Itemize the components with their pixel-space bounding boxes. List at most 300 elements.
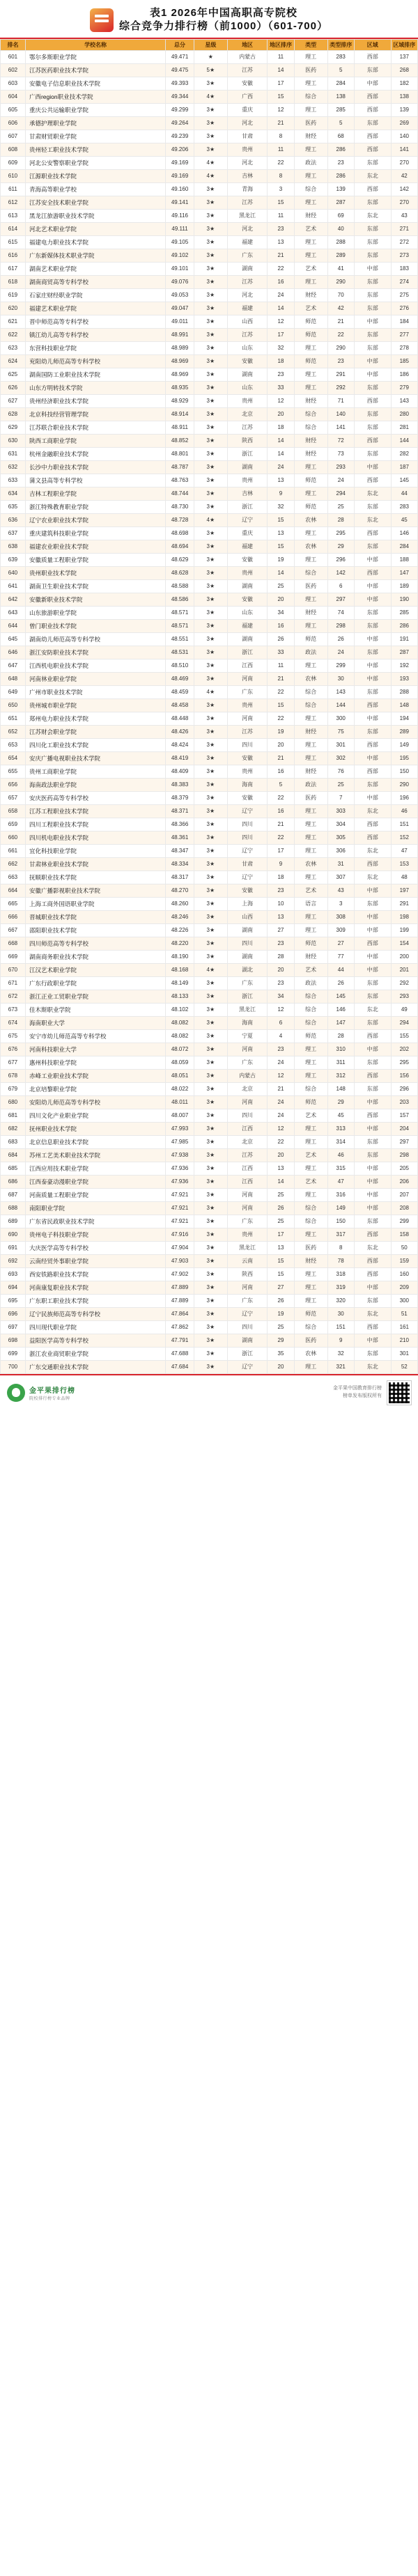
table-row (1, 579, 418, 593)
cell-region: 河北 (227, 156, 268, 169)
cell-zone-rank: 297 (391, 1135, 417, 1148)
cell-region-rank: 13 (268, 1241, 294, 1254)
cell-region: 江苏 (227, 1148, 268, 1162)
cell-region-rank: 14 (268, 63, 294, 77)
cell-star: 3★ (194, 990, 227, 1003)
cell-type: 理工 (294, 143, 327, 156)
cell-score: 47.921 (166, 1215, 194, 1228)
cell-rank: 663 (1, 871, 26, 884)
cell-zone: 东部 (354, 407, 391, 421)
cell-region: 广东 (227, 1294, 268, 1307)
cell-school-name: 吉林工程职业学院 (25, 487, 165, 500)
cell-school-name: 安徽电子信息职业技术学院 (25, 77, 165, 90)
table-row (1, 407, 418, 421)
cell-score: 48.698 (166, 526, 194, 540)
table-row (1, 751, 418, 765)
cell-type: 理工 (294, 1228, 327, 1241)
cell-score: 47.985 (166, 1135, 194, 1148)
cell-region-rank: 27 (268, 923, 294, 937)
cell-school-name: 四川师范高等专科学校 (25, 937, 165, 950)
cell-score: 48.383 (166, 778, 194, 791)
cell-zone: 中部 (354, 579, 391, 593)
cell-score: 48.991 (166, 328, 194, 341)
cell-region-rank: 6 (268, 1016, 294, 1029)
cell-rank: 616 (1, 249, 26, 262)
cell-rank: 673 (1, 1003, 26, 1016)
cell-star: 3★ (194, 804, 227, 818)
cell-score: 49.206 (166, 143, 194, 156)
cell-star: 3★ (194, 1135, 227, 1148)
cell-rank: 629 (1, 421, 26, 434)
cell-type-rank: 25 (327, 778, 354, 791)
cell-zone: 东部 (354, 288, 391, 302)
cell-type-rank: 9 (327, 1334, 354, 1347)
cell-region-rank: 12 (268, 315, 294, 328)
cell-type-rank: 28 (327, 1029, 354, 1043)
cell-zone: 中部 (354, 460, 391, 474)
cell-type: 理工 (294, 844, 327, 857)
cell-type: 艺术 (294, 222, 327, 235)
cell-score: 48.469 (166, 672, 194, 685)
cell-type-rank: 29 (327, 1095, 354, 1109)
cell-type-rank: 29 (327, 540, 354, 553)
table-row (1, 130, 418, 143)
cell-score: 49.299 (166, 103, 194, 116)
cell-type-rank: 316 (327, 1188, 354, 1201)
cell-score: 48.728 (166, 513, 194, 526)
table-row (1, 354, 418, 368)
cell-region: 河北 (227, 222, 268, 235)
cell-school-name: 重庆公共运输职业学院 (25, 103, 165, 116)
cell-rank: 634 (1, 487, 26, 500)
cell-type: 综合 (294, 1003, 327, 1016)
cell-region: 江西 (227, 659, 268, 672)
cell-rank: 623 (1, 341, 26, 354)
cell-type: 综合 (294, 685, 327, 698)
cell-score: 49.264 (166, 116, 194, 130)
table-row (1, 434, 418, 447)
cell-school-name: 甘肃林业职业技术学院 (25, 857, 165, 871)
cell-school-name: 江苏工程职业技术学院 (25, 804, 165, 818)
cell-school-name: 江西机电职业技术学院 (25, 659, 165, 672)
cell-region: 福建 (227, 302, 268, 315)
cell-region-rank: 14 (268, 566, 294, 579)
cell-type-rank: 300 (327, 712, 354, 725)
cell-region: 黑龙江 (227, 1241, 268, 1254)
cell-zone-rank: 283 (391, 500, 417, 513)
cell-type: 综合 (294, 421, 327, 434)
cell-star: 3★ (194, 844, 227, 857)
page-title (119, 7, 328, 33)
cell-type: 医药 (294, 116, 327, 130)
cell-zone-rank: 195 (391, 751, 417, 765)
cell-school-name: 河南林业职业学院 (25, 672, 165, 685)
cell-score: 47.921 (166, 1188, 194, 1201)
cell-type-rank: 297 (327, 593, 354, 606)
cell-zone: 中部 (354, 659, 391, 672)
cell-type-rank: 6 (327, 579, 354, 593)
cell-region: 河南 (227, 1095, 268, 1109)
cell-region: 河南 (227, 1281, 268, 1294)
cell-type: 理工 (294, 619, 327, 632)
table-row (1, 526, 418, 540)
cell-zone: 西部 (354, 434, 391, 447)
cell-rank: 690 (1, 1228, 26, 1241)
cell-region-rank: 25 (268, 1320, 294, 1334)
cell-zone: 东北 (354, 1003, 391, 1016)
cell-school-name: 惠州科技职业学院 (25, 1056, 165, 1069)
cell-type: 医药 (294, 63, 327, 77)
table-row (1, 182, 418, 196)
cell-star: 3★ (194, 487, 227, 500)
cell-zone-rank: 300 (391, 1294, 417, 1307)
cell-region-rank: 23 (268, 937, 294, 950)
table-row (1, 460, 418, 474)
cell-zone-rank: 139 (391, 103, 417, 116)
cell-star: 3★ (194, 77, 227, 90)
cell-zone: 西部 (354, 130, 391, 143)
cell-type-rank: 289 (327, 249, 354, 262)
cell-zone: 西部 (354, 50, 391, 63)
cell-type-rank: 75 (327, 725, 354, 738)
cell-type-rank: 74 (327, 606, 354, 619)
cell-score: 48.571 (166, 606, 194, 619)
cell-zone: 西部 (354, 1069, 391, 1082)
table-row (1, 50, 418, 63)
table-row (1, 619, 418, 632)
table-row (1, 1082, 418, 1095)
cell-type: 艺术 (294, 963, 327, 976)
cell-type: 农林 (294, 1347, 327, 1360)
cell-rank: 642 (1, 593, 26, 606)
cell-score: 47.889 (166, 1294, 194, 1307)
cell-score: 48.763 (166, 474, 194, 487)
cell-score: 49.011 (166, 315, 194, 328)
cell-region-rank: 3 (268, 182, 294, 196)
cell-star: 3★ (194, 103, 227, 116)
cell-score: 48.911 (166, 421, 194, 434)
cell-rank: 659 (1, 818, 26, 831)
cell-rank: 646 (1, 646, 26, 659)
cell-region-rank: 19 (268, 1307, 294, 1320)
cell-type-rank: 310 (327, 1043, 354, 1056)
cell-zone-rank: 51 (391, 1307, 417, 1320)
cell-type-rank: 68 (327, 130, 354, 143)
cell-rank: 617 (1, 262, 26, 275)
cell-rank: 644 (1, 619, 26, 632)
cell-region: 安徽 (227, 791, 268, 804)
cell-type-rank: 284 (327, 77, 354, 90)
cell-school-name: 江西应用技术职业学院 (25, 1162, 165, 1175)
col-header-type: 类型 (294, 39, 327, 50)
cell-zone-rank: 202 (391, 1043, 417, 1056)
col-header-zone-rank: 区域排序 (391, 39, 417, 50)
table-row (1, 897, 418, 910)
cell-school-name: 益阳医学高等专科学校 (25, 1334, 165, 1347)
cell-region-rank: 16 (268, 804, 294, 818)
cell-type-rank: 42 (327, 302, 354, 315)
cell-school-name: 广东省民政职业技术学院 (25, 1215, 165, 1228)
cell-type: 理工 (294, 712, 327, 725)
table-row (1, 1109, 418, 1122)
cell-school-name: 河南质量工程职业学院 (25, 1188, 165, 1201)
cell-star: 3★ (194, 1056, 227, 1069)
cell-zone: 东部 (354, 196, 391, 209)
cell-school-name: 山东方明转技术学院 (25, 381, 165, 394)
cell-rank: 609 (1, 156, 26, 169)
cell-zone-rank: 205 (391, 1162, 417, 1175)
table-row (1, 553, 418, 566)
cell-zone-rank: 50 (391, 1241, 417, 1254)
cell-zone-rank: 48 (391, 871, 417, 884)
cell-type: 理工 (294, 923, 327, 937)
table-row (1, 394, 418, 407)
cell-type-rank: 286 (327, 143, 354, 156)
cell-zone-rank: 199 (391, 923, 417, 937)
cell-star: 3★ (194, 249, 227, 262)
cell-zone: 西部 (354, 857, 391, 871)
cell-region-rank: 16 (268, 619, 294, 632)
cell-region: 安徽 (227, 593, 268, 606)
cell-type-rank: 288 (327, 235, 354, 249)
cell-type-rank: 317 (327, 1228, 354, 1241)
cell-region: 广东 (227, 685, 268, 698)
cell-rank: 694 (1, 1281, 26, 1294)
cell-star: 3★ (194, 1294, 227, 1307)
cell-zone: 中部 (354, 1334, 391, 1347)
cell-zone-rank: 141 (391, 143, 417, 156)
cell-score: 48.011 (166, 1095, 194, 1109)
table-row (1, 1148, 418, 1162)
cell-type: 理工 (294, 196, 327, 209)
cell-type-rank: 26 (327, 976, 354, 990)
cell-type: 语言 (294, 897, 327, 910)
cell-star: 3★ (194, 751, 227, 765)
cell-zone: 东北 (354, 209, 391, 222)
cell-star: 3★ (194, 1082, 227, 1095)
cell-school-name: 湖南卫生职业技术学院 (25, 579, 165, 593)
cell-region: 江西 (227, 1175, 268, 1188)
cell-type-rank: 287 (327, 196, 354, 209)
cell-star: 3★ (194, 937, 227, 950)
cell-score: 48.051 (166, 1069, 194, 1082)
cell-region-rank: 12 (268, 1069, 294, 1082)
cell-school-name: 福建农业职业技术学院 (25, 540, 165, 553)
cell-rank: 671 (1, 976, 26, 990)
cell-school-name: 湖南商务职业技术学院 (25, 950, 165, 963)
table-row (1, 1360, 418, 1373)
cell-star: 3★ (194, 1175, 227, 1188)
cell-zone: 中部 (354, 354, 391, 368)
cell-rank: 650 (1, 698, 26, 712)
cell-region: 海南 (227, 1016, 268, 1029)
qr-code-icon[interactable] (387, 1381, 411, 1405)
cell-star: 3★ (194, 143, 227, 156)
cell-zone-rank: 191 (391, 632, 417, 646)
cell-rank: 643 (1, 606, 26, 619)
cell-school-name: 甘肃财贸职业学院 (25, 130, 165, 143)
cell-region: 江苏 (227, 63, 268, 77)
cell-zone: 东部 (354, 897, 391, 910)
cell-star: 3★ (194, 460, 227, 474)
cell-type: 农林 (294, 513, 327, 526)
col-header-rank: 排名 (1, 39, 26, 50)
cell-star: 3★ (194, 209, 227, 222)
cell-region-rank: 5 (268, 778, 294, 791)
cell-region: 云南 (227, 1254, 268, 1267)
cell-region-rank: 20 (268, 593, 294, 606)
cell-score: 47.921 (166, 1201, 194, 1215)
table-row (1, 698, 418, 712)
cell-score: 48.969 (166, 368, 194, 381)
cell-type-rank: 149 (327, 1201, 354, 1215)
cell-type-rank: 313 (327, 1122, 354, 1135)
cell-rank: 645 (1, 632, 26, 646)
cell-zone-rank: 138 (391, 90, 417, 103)
cell-star: 3★ (194, 434, 227, 447)
cell-star: 3★ (194, 196, 227, 209)
cell-type: 理工 (294, 1069, 327, 1082)
table-header-row (1, 39, 418, 50)
cell-star: 3★ (194, 526, 227, 540)
cell-type: 理工 (294, 77, 327, 90)
cell-region: 河南 (227, 1043, 268, 1056)
cell-star: 4★ (194, 169, 227, 182)
cell-zone-rank: 142 (391, 182, 417, 196)
cell-score: 48.149 (166, 976, 194, 990)
cell-score: 48.730 (166, 500, 194, 513)
cell-region: 重庆 (227, 103, 268, 116)
cell-region-rank: 24 (268, 460, 294, 474)
cell-type: 财经 (294, 1254, 327, 1267)
cell-zone-rank: 197 (391, 884, 417, 897)
cell-score: 48.628 (166, 566, 194, 579)
cell-star: 3★ (194, 553, 227, 566)
cell-type: 综合 (294, 407, 327, 421)
cell-region-rank: 12 (268, 1122, 294, 1135)
cell-region-rank: 21 (268, 1082, 294, 1095)
table-row (1, 513, 418, 526)
cell-zone: 中部 (354, 1162, 391, 1175)
cell-school-name: 湖南幼儿师范高等专科学校 (25, 632, 165, 646)
cell-type: 综合 (294, 1320, 327, 1334)
table-row (1, 804, 418, 818)
cell-star: 3★ (194, 646, 227, 659)
cell-star: 3★ (194, 1307, 227, 1320)
cell-zone-rank: 271 (391, 222, 417, 235)
cell-star: 3★ (194, 302, 227, 315)
cell-zone: 东部 (354, 990, 391, 1003)
cell-type-rank: 290 (327, 341, 354, 354)
cell-region-rank: 9 (268, 487, 294, 500)
cell-zone: 东部 (354, 302, 391, 315)
cell-zone-rank: 190 (391, 593, 417, 606)
cell-school-name: 贵州电子科技职业学院 (25, 1228, 165, 1241)
cell-rank: 628 (1, 407, 26, 421)
table-row (1, 1029, 418, 1043)
cell-rank: 658 (1, 804, 26, 818)
cell-rank: 666 (1, 910, 26, 923)
cell-rank: 632 (1, 460, 26, 474)
cell-zone: 中部 (354, 262, 391, 275)
cell-region: 山西 (227, 315, 268, 328)
cell-region-rank: 28 (268, 950, 294, 963)
cell-zone-rank: 204 (391, 1122, 417, 1135)
cell-score: 47.688 (166, 1347, 194, 1360)
cell-rank: 630 (1, 434, 26, 447)
cell-star: 3★ (194, 1267, 227, 1281)
cell-region-rank: 13 (268, 526, 294, 540)
cell-zone-rank: 281 (391, 421, 417, 434)
cell-score: 48.366 (166, 818, 194, 831)
cell-star: 3★ (194, 328, 227, 341)
cell-region-rank: 8 (268, 169, 294, 182)
cell-zone-rank: 160 (391, 1267, 417, 1281)
cell-rank: 683 (1, 1135, 26, 1148)
col-header-region-rank: 地区排序 (268, 39, 294, 50)
cell-type: 财经 (294, 725, 327, 738)
cell-school-name: 镇江幼儿高等专科学校 (25, 328, 165, 341)
cell-type-rank: 311 (327, 1056, 354, 1069)
cell-score: 48.426 (166, 725, 194, 738)
cell-zone: 东部 (354, 500, 391, 513)
cell-region: 河北 (227, 116, 268, 130)
cell-star: 3★ (194, 1069, 227, 1082)
cell-region-rank: 10 (268, 897, 294, 910)
cell-region: 浙江 (227, 1347, 268, 1360)
cell-zone-rank: 290 (391, 778, 417, 791)
cell-zone: 东北 (354, 1360, 391, 1373)
cell-zone: 西部 (354, 474, 391, 487)
cell-rank: 633 (1, 474, 26, 487)
cell-score: 48.448 (166, 712, 194, 725)
cell-type-rank: 283 (327, 50, 354, 63)
cell-school-name: 赤峰工业职业技术学院 (25, 1069, 165, 1082)
cell-region-rank: 20 (268, 963, 294, 976)
cell-type-rank: 26 (327, 632, 354, 646)
cell-region-rank: 8 (268, 130, 294, 143)
cell-zone-rank: 148 (391, 698, 417, 712)
cell-school-name: 重庆建筑科技职业学院 (25, 526, 165, 540)
cell-star: 3★ (194, 447, 227, 460)
cell-rank: 636 (1, 513, 26, 526)
col-header-type-rank: 类型排序 (327, 39, 354, 50)
cell-type-rank: 45 (327, 1109, 354, 1122)
cell-zone-rank: 43 (391, 209, 417, 222)
cell-zone: 东部 (354, 156, 391, 169)
cell-score: 48.744 (166, 487, 194, 500)
cell-type: 理工 (294, 1188, 327, 1201)
cell-star: 3★ (194, 871, 227, 884)
cell-region: 辽宁 (227, 871, 268, 884)
cell-zone-rank: 279 (391, 381, 417, 394)
cell-score: 49.111 (166, 222, 194, 235)
cell-region: 贵州 (227, 765, 268, 778)
cell-region: 广东 (227, 976, 268, 990)
cell-type-rank: 138 (327, 90, 354, 103)
cell-zone: 中部 (354, 751, 391, 765)
cell-region-rank: 13 (268, 1162, 294, 1175)
cell-type-rank: 43 (327, 884, 354, 897)
table-row (1, 646, 418, 659)
cell-region: 广西 (227, 90, 268, 103)
cell-rank: 604 (1, 90, 26, 103)
cell-rank: 675 (1, 1029, 26, 1043)
cell-zone: 中部 (354, 884, 391, 897)
cell-type-rank: 8 (327, 1241, 354, 1254)
cell-school-name: 贵州轻工职业技术学院 (25, 143, 165, 156)
cell-zone: 东部 (354, 381, 391, 394)
